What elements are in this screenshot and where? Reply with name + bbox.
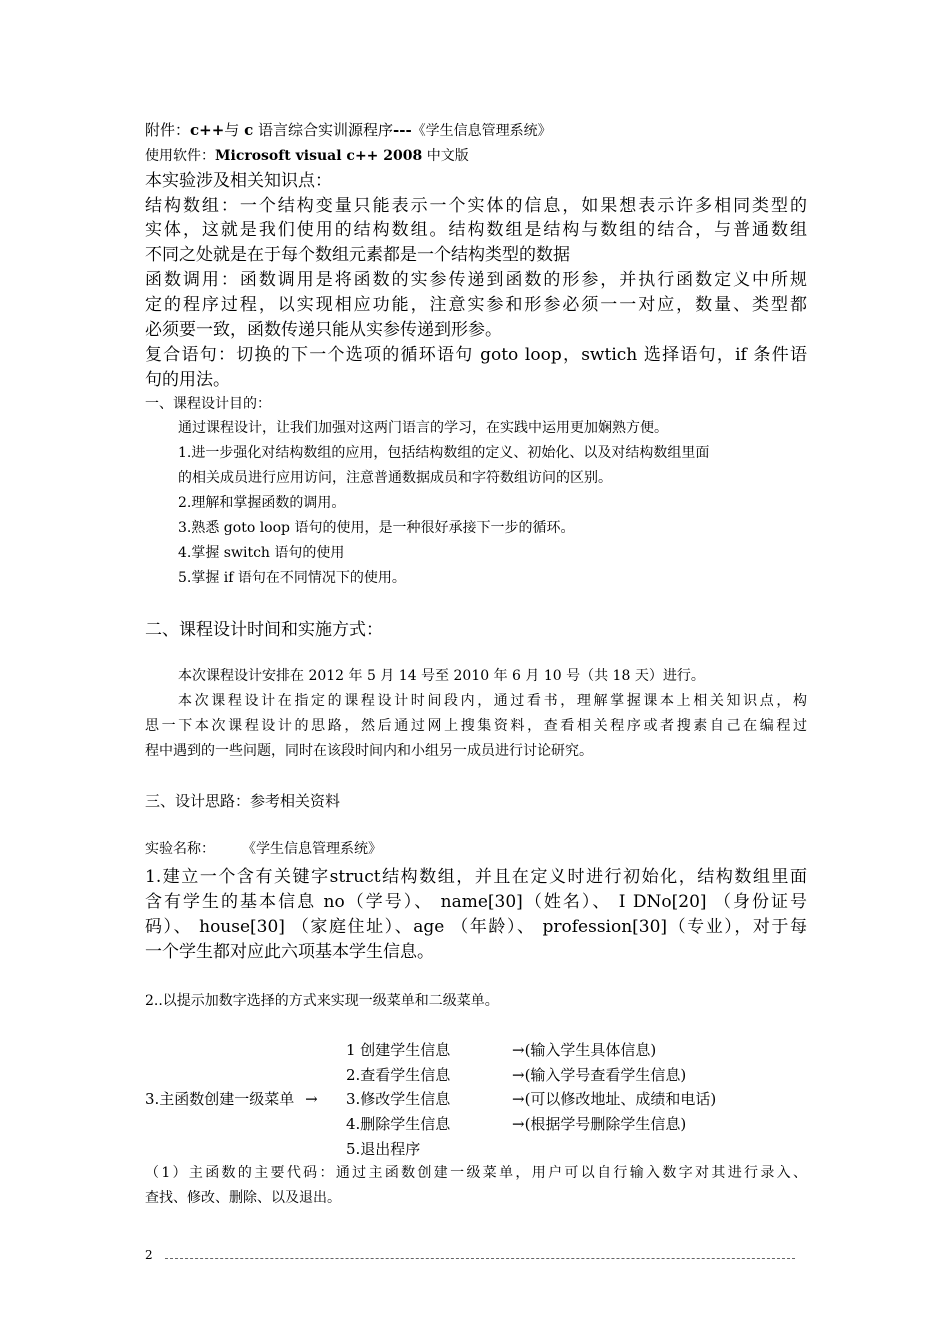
menu-item: 1 创建学生信息 (346, 1041, 451, 1059)
section1-line: 3.熟悉 goto loop 语句的使用，是一种很好承接下一步的循环。 (178, 520, 575, 536)
section2-para2-line: 程中遇到的一些问题，同时在该段时间内和小组另一成员进行讨论研究。 (145, 743, 593, 759)
struct-line: 结构数组：一个结构变量只能表示一个实体的信息，如果想表示许多相同类型的 (145, 196, 807, 216)
menu-desc-line (512, 1088, 716, 1109)
section2-para1: 本次课程设计安排在 2012 年 5 月 14 号至 2010 年 6 月 10 号（共 18 天）进行。 (178, 668, 705, 684)
main-code-line: 查找、修改、删除、以及退出。 (145, 1190, 341, 1206)
attach-prefix: 附件： (145, 121, 191, 139)
compound-line: 句的用法。 (145, 370, 230, 390)
menu-desc-line (512, 1039, 656, 1060)
item1-line: 含有学生的基本信息 no（学号）、 name[30]（姓名）、 I DNo[20] （身份证号 (145, 892, 807, 912)
menu-label-line (145, 1088, 318, 1109)
attach-c: c (244, 121, 254, 139)
page-number: 2 (145, 1248, 153, 1262)
func-line: 必须要一致，函数传递只能从实参传递到形参。 (145, 320, 502, 340)
func-line: 定的程序过程，以实现相应功能，注意实参和形参必须一一对应，数量、类型都 (145, 295, 807, 315)
attach-cpp: c++ (190, 121, 225, 139)
section3-title: 三、设计思路：参考相关资料 (145, 792, 341, 810)
item1-line: 码）、 house[30] （家庭住址）、age （年龄）、 profession[30]（专业），对于每 (145, 917, 807, 937)
menu-item: 3.修改学生信息 (346, 1090, 451, 1108)
menu-desc: (输入学号查看学生信息) (524, 1066, 687, 1084)
arrow-icon: → (512, 1115, 525, 1133)
menu-desc: (根据学号删除学生信息) (524, 1115, 687, 1133)
menu-desc-line (512, 1064, 686, 1085)
attach-dashes: --- (393, 121, 412, 139)
section1-line: 2.理解和掌握函数的调用。 (178, 495, 346, 511)
software-prefix: 使用软件： (145, 148, 215, 164)
footer-dashed-rule (165, 1251, 795, 1259)
struct-line: 实体，这就是我们使用的结构数组。结构数组是结构与数组的结合，与普通数组 (145, 220, 807, 240)
func-line: 函数调用：函数调用是将函数的实参传递到函数的形参，并执行函数定义中所规 (145, 270, 807, 290)
section1-line: 1.进一步强化对结构数组的应用，包括结构数组的定义、初始化、以及对结构数组里面 (178, 445, 710, 461)
item1-line: 1.建立一个含有关键字struct结构数组，并且在定义时进行初始化，结构数组里面 (145, 867, 807, 887)
section1-line: 的相关成员进行应用访问，注意普通数据成员和字符数组访问的区别。 (178, 470, 612, 486)
arrow-icon: → (305, 1090, 318, 1108)
struct-line: 不同之处就是在于每个数组元素都是一个结构类型的数据 (145, 245, 570, 265)
software-line (145, 145, 469, 165)
menu-item: 4.删除学生信息 (346, 1115, 451, 1133)
compound-line: 复合语句：切换的下一个选项的循环语句 goto loop，swtich 选择语句，if 条件语 (145, 345, 807, 365)
attach-title: 《学生信息管理系统》 (411, 123, 552, 139)
knowledge-intro: 本实验涉及相关知识点： (145, 171, 332, 191)
software-name: Microsoft visual c++ 2008 (215, 148, 423, 164)
section2-title: 二、课程设计时间和实施方式： (145, 620, 383, 640)
menu-item: 2.查看学生信息 (346, 1066, 451, 1084)
arrow-icon: → (512, 1066, 525, 1084)
main-code-line: （1）主函数的主要代码：通过主函数创建一级菜单，用户可以自行输入数字对其进行录入、 (145, 1165, 807, 1181)
item2-line: 2..以提示加数字选择的方式来实现一级菜单和二级菜单。 (145, 993, 499, 1009)
menu-desc: (可以修改地址、成绩和电话) (524, 1090, 717, 1108)
attach-rest: 语言综合实训源程序 (253, 121, 393, 139)
menu-label: 3.主函数创建一级菜单 (145, 1090, 295, 1108)
software-suffix: 中文版 (422, 148, 469, 164)
section1-line: 5.掌握 if 语句在不同情况下的使用。 (178, 570, 406, 586)
exp-name: 《学生信息管理系统》 (249, 841, 382, 857)
attachment-line (145, 119, 552, 140)
section1-title: 一、课程设计目的： (145, 396, 271, 412)
page-footer (145, 1248, 795, 1262)
arrow-icon: → (512, 1090, 525, 1108)
menu-item: 5.退出程序 (346, 1140, 421, 1158)
section2-para2-line: 本次课程设计在指定的课程设计时间段内，通过看书，理解掌握课本上相关知识点，构 (178, 693, 807, 709)
section2-para2-line: 思一下本次课程设计的思路，然后通过网上搜集资料，查看相关程序或者搜素自己在编程过 (145, 718, 807, 734)
experiment-name-line (145, 838, 382, 858)
item1-line: 一个学生都对应此六项基本学生信息。 (145, 942, 434, 962)
section1-line: 4.掌握 switch 语句的使用 (178, 545, 345, 561)
exp-label: 实验名称： (145, 841, 215, 857)
menu-desc: (输入学生具体信息) (524, 1041, 657, 1059)
section1-line: 通过课程设计，让我们加强对这两门语言的学习，在实践中运用更加娴熟方便。 (178, 420, 668, 436)
attach-mid: 与 (224, 121, 245, 139)
arrow-icon: → (512, 1041, 525, 1059)
menu-desc-line (512, 1113, 686, 1134)
